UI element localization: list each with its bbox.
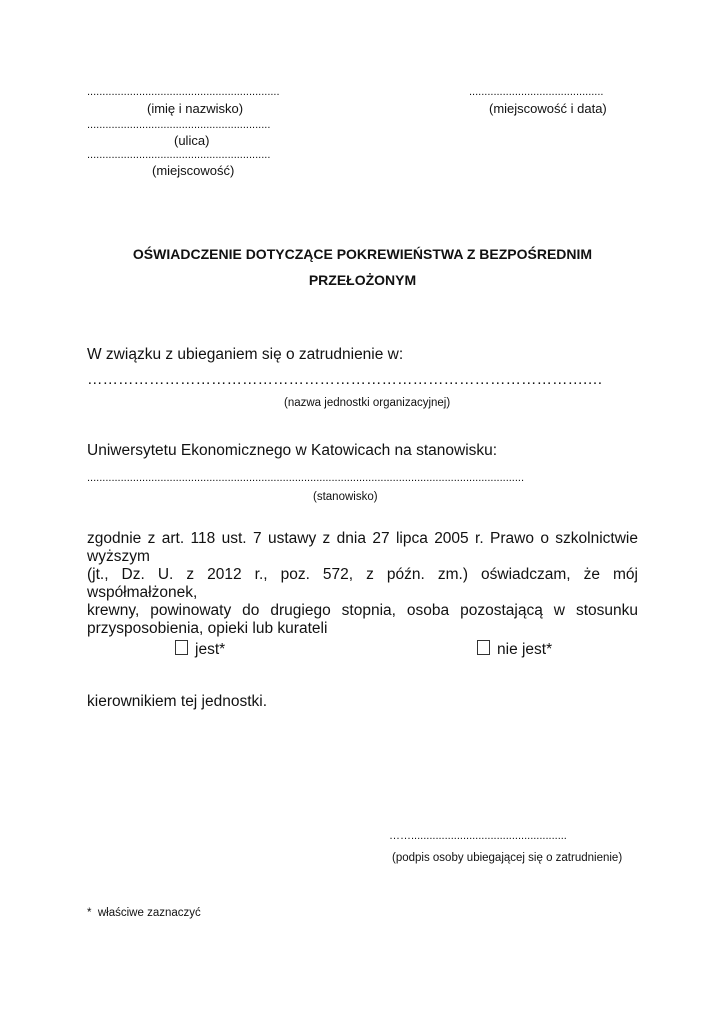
signature-line: ……................................................... — [389, 830, 567, 842]
declaration-line-2: (jt., Dz. U. z 2012 r., poz. 572, z późn. zm.) oświadczam, że mój współmałżonek, — [87, 566, 638, 601]
checkbox-icon[interactable] — [477, 640, 490, 655]
declaration-line-4: przysposobienia, opieki lub kurateli — [87, 620, 328, 637]
closing-text: kierownikiem tej jednostki. — [87, 693, 268, 710]
name-field-label: (imię i nazwisko) — [147, 101, 244, 116]
declaration-line-1: zgodnie z art. 118 ust. 7 ustawy z dnia 27 lipca 2005 r. Prawo o szkolnictwie wyższym — [87, 530, 638, 565]
name-field-line: ............................................................... — [87, 86, 280, 98]
city-field-line: ............................................................ — [87, 149, 271, 161]
declaration-line-3: krewny, powinowaty do drugiego stopnia, osoba pozostającą w stosunku — [87, 602, 638, 619]
signature-caption: (podpis osoby ubiegającej się o zatrudnienie) — [392, 852, 623, 864]
unit-field-caption: (nazwa jednostki organizacyjnej) — [284, 397, 451, 409]
option-is-label: jest* — [195, 641, 226, 658]
university-position-text: Uniwersytetu Ekonomicznego w Katowicach na stanowisku: — [87, 442, 498, 459]
street-field-label: (ulica) — [174, 133, 210, 148]
employment-intro-text: W związku z ubieganiem się o zatrudnienie w: — [87, 346, 404, 363]
position-field-caption: (stanowisko) — [313, 491, 378, 503]
footnote: * właściwe zaznaczyć — [87, 907, 201, 919]
option-is-not-related[interactable] — [477, 640, 552, 659]
place-date-field-line: ............................................ — [469, 86, 604, 98]
declaration-paragraph — [87, 530, 638, 638]
city-field-label: (miejscowość) — [152, 163, 235, 178]
checkbox-icon[interactable] — [175, 640, 188, 655]
street-field-line: ............................................................ — [87, 119, 271, 131]
place-date-field-label: (miejscowość i data) — [489, 101, 607, 116]
position-field-line: ............................................................................................................................................... — [87, 472, 525, 484]
option-is-not-label: nie jest* — [497, 641, 553, 658]
option-is-related[interactable] — [175, 640, 225, 659]
document-title-line1: OŚWIADCZENIE DOTYCZĄCE POKREWIEŃSTWA Z BEZPOŚREDNIM — [132, 246, 593, 262]
unit-field-line: …………………………………………………………………………………….… — [87, 371, 603, 388]
document-title-line2: PRZEŁOŻONYM — [308, 272, 417, 288]
